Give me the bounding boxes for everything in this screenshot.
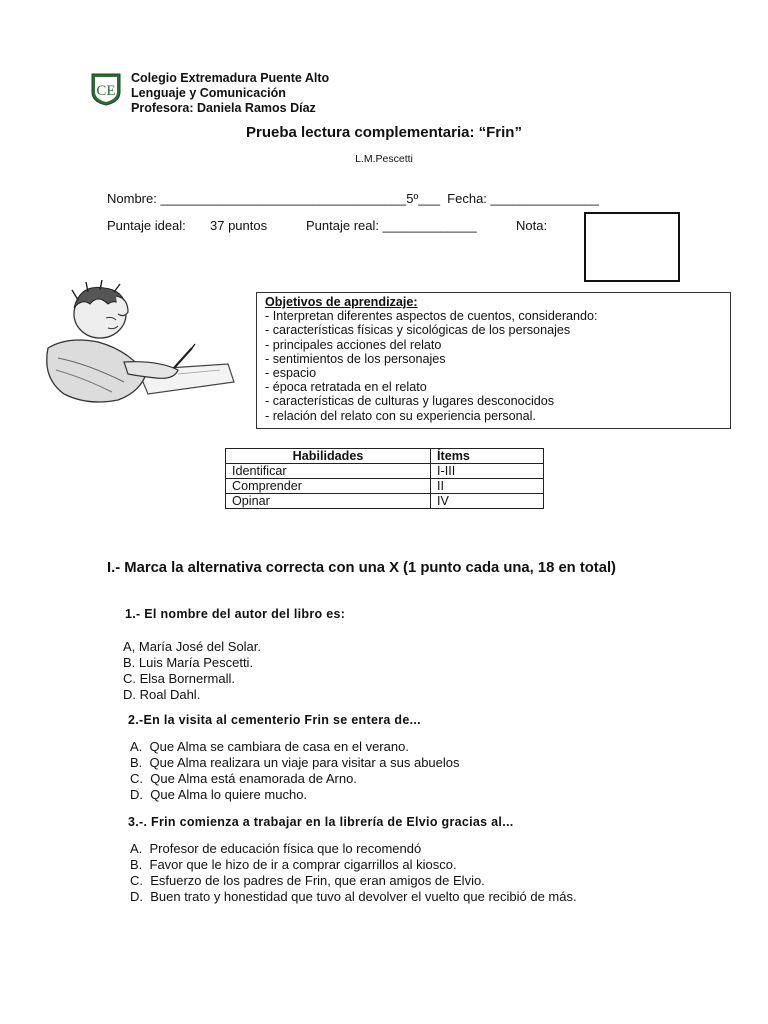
answer-option[interactable]: B. Favor que le hizo de ir a comprar cigarrillos al kiosco. — [130, 857, 457, 872]
puntaje-ideal-label: Puntaje ideal: — [107, 218, 186, 233]
objective-item: - espacio — [265, 366, 317, 381]
table-header: Habilidades — [226, 449, 431, 464]
section-title: I.- Marca la alternativa correcta con una X (1 punto cada una, 18 en total) — [107, 560, 616, 576]
nota-label: Nota: — [516, 218, 548, 233]
answer-option[interactable]: C. Elsa Bornermall. — [123, 671, 235, 686]
answer-option[interactable]: D. Que Alma lo quiere mucho. — [130, 787, 308, 802]
answer-option[interactable]: B. Que Alma realizara un viaje para visitar a sus abuelos — [130, 755, 460, 770]
objectives-title: Objetivos de aprendizaje: — [265, 295, 418, 309]
school-crest-icon — [90, 72, 122, 106]
learning-objectives-box — [256, 292, 731, 429]
teacher-name: Profesora: Daniela Ramos Díaz — [131, 101, 316, 115]
subject-name: Lenguaje y Comunicación — [131, 86, 286, 100]
school-logo — [90, 72, 122, 106]
question-2: 2.-En la visita al cementerio Frin se entera de... — [128, 713, 421, 727]
answer-option[interactable]: D. Roal Dahl. — [123, 687, 201, 702]
table-header: Ítems — [431, 449, 544, 464]
table-cell: IV — [431, 494, 544, 509]
objective-item: - Interpretan diferentes aspectos de cuentos, considerando: — [265, 309, 598, 324]
table-header-row — [226, 449, 544, 464]
objective-item: - sentimientos de los personajes — [265, 351, 446, 366]
school-name: Colegio Extremadura Puente Alto — [131, 71, 330, 85]
table-cell: I-III — [431, 464, 544, 479]
objective-item: - relación del relato con su experiencia personal. — [265, 408, 536, 423]
name-date-field[interactable]: Nombre: __________________________________5º___ Fecha: _______________ — [107, 191, 599, 206]
answer-option[interactable]: C. Que Alma está enamorada de Arno. — [130, 771, 357, 786]
page-title: Prueba lectura complementaria: “Frin” — [246, 124, 522, 141]
question-3-options — [130, 841, 577, 905]
answer-option[interactable]: A. Que Alma se cambiara de casa en el verano. — [130, 739, 409, 754]
student-writing-illustration — [28, 278, 240, 418]
puntaje-ideal-value: 37 puntos — [210, 218, 268, 233]
book-author: L.M.Pescetti — [355, 153, 413, 165]
table-row — [226, 464, 544, 479]
nota-box[interactable] — [584, 212, 680, 282]
objective-item: - principales acciones del relato — [265, 337, 442, 352]
school-header — [131, 71, 329, 116]
puntaje-real-field[interactable]: Puntaje real: _____________ — [306, 218, 477, 233]
table-cell: Comprender — [226, 479, 431, 494]
objective-item: - características físicas y sicológicas de los personajes — [265, 323, 571, 338]
answer-option[interactable]: B. Luis María Pescetti. — [123, 655, 254, 670]
answer-option[interactable]: A, María José del Solar. — [123, 639, 262, 654]
table-row — [226, 479, 544, 494]
logo-letters: CE — [96, 83, 116, 99]
skills-table — [225, 448, 544, 509]
question-3: 3.-. Frin comienza a trabajar en la librería de Elvio gracias al... — [128, 815, 514, 829]
boy-writing-icon — [28, 278, 240, 418]
question-1-options — [123, 639, 261, 703]
question-1: 1.- El nombre del autor del libro es: — [125, 607, 346, 621]
answer-option[interactable]: D. Buen trato y honestidad que tuvo al devolver el vuelto que recibió de más. — [130, 889, 577, 904]
table-cell: II — [431, 479, 544, 494]
table-cell: Opinar — [226, 494, 431, 509]
objective-item: - época retratada en el relato — [265, 380, 427, 395]
question-2-options — [130, 739, 460, 803]
objective-item: - características de culturas y lugares desconocidos — [265, 394, 555, 409]
table-cell: Identificar — [226, 464, 431, 479]
answer-option[interactable]: A. Profesor de educación física que lo recomendó — [130, 841, 422, 856]
table-row — [226, 494, 544, 509]
answer-option[interactable]: C. Esfuerzo de los padres de Frin, que eran amigos de Elvio. — [130, 873, 485, 888]
